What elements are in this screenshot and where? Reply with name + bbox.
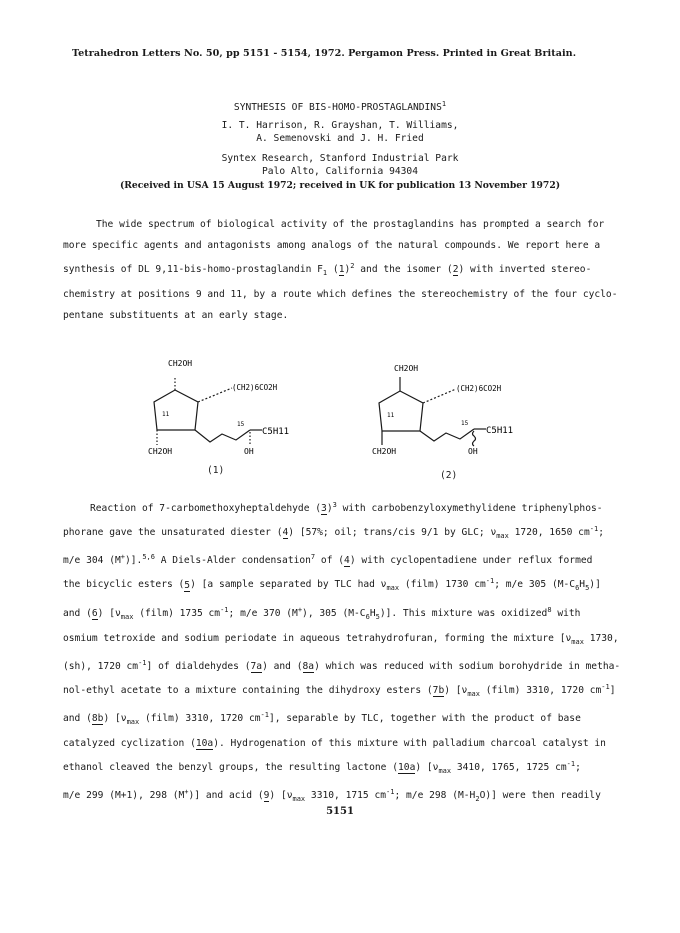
body-text: ) [ν: [97, 607, 121, 619]
position-label: 11: [387, 412, 395, 419]
body-paragraph: [63, 495, 633, 810]
intro-text: with inverted stereo-: [470, 264, 592, 276]
superscript: -1: [589, 525, 599, 534]
body-text: ) [57%; oil; trans/cis 9/1 by GLC; ν: [288, 527, 497, 539]
body-text: ) [ν: [415, 762, 439, 774]
compound-number: 10a: [195, 737, 214, 749]
cyclopentane-ring: [154, 390, 198, 430]
subscript: max: [496, 532, 509, 541]
footnote-ref: 2: [350, 262, 355, 270]
intro-line: synthesis of DL 9,11-bis-homo-prostaglandin $F_1$ $(1)^2$ and the isomer (2) with inverted stereo-: [63, 262, 592, 278]
body-text: (film) 1735 cm: [133, 607, 221, 619]
compound-number: 7a: [250, 660, 263, 672]
body-text: ; m/e 370 (M: [228, 607, 298, 619]
body-text: m/e 304 (M: [63, 555, 121, 567]
page-number: 5151: [326, 806, 354, 817]
body-line: [63, 519, 633, 547]
tail-label: C5H11: [486, 426, 514, 436]
body-text: nol-ethyl acetate to a mixture containing the dihydroxy esters (: [63, 684, 433, 696]
subscript: max: [438, 767, 452, 776]
body-text: A Diels-Alder condensation: [154, 555, 311, 567]
position-label: 11: [162, 411, 170, 418]
body-text: (film) 1730 cm: [399, 579, 486, 591]
subscript: max: [126, 717, 140, 726]
compound-number: 10a: [398, 762, 416, 774]
subscript: 5: [375, 612, 380, 621]
footnote-ref: 3: [332, 501, 337, 509]
body-text: ethanol cleaved the benzyl groups, the resulting lactone (: [63, 762, 399, 774]
body-text: 1730,: [583, 632, 619, 644]
oh-label: OH: [244, 447, 254, 456]
side-chain: [420, 429, 474, 441]
body-text: osmium tetroxide and sodium periodate in aqueous tetrahydrofuran, forming the mixture [ν: [63, 632, 572, 644]
subscript: max: [571, 637, 584, 646]
received-dates: (Received in USA 15 August 1972; received in UK for publication 13 November 1972): [119, 180, 561, 191]
side-chain: [195, 430, 250, 442]
body-text: ) [a sample separated by TLC had ν: [190, 579, 387, 591]
bond-chain-hashed: [198, 388, 232, 402]
cyclopentane-ring: [379, 391, 423, 431]
top-group-label: CH2OH: [168, 359, 193, 368]
top-group-label: CH2OH: [394, 364, 419, 373]
intro-text: and the isomer: [360, 264, 442, 276]
compound-number: 1: [338, 264, 345, 276]
body-line: [63, 571, 633, 599]
body-text: with carbobenzyloxymethylidene triphenylphos-: [336, 503, 603, 515]
body-text: 3310, 1715 cm: [305, 790, 387, 802]
compound-number: 4: [282, 527, 289, 539]
subscript: 6: [575, 584, 580, 593]
body-line: [63, 653, 633, 677]
affiliation-line-2: Palo Alto, California 94304: [262, 166, 418, 177]
compound-number: 6: [91, 607, 98, 619]
body-text: with: [551, 607, 581, 619]
body-line: [63, 628, 633, 653]
superscript: -1: [566, 759, 576, 768]
body-text: ]: [609, 684, 616, 696]
body-text: ) which was reduced with sodium borohydride in metha-: [314, 660, 621, 672]
title-footnote-ref: 1: [441, 100, 447, 108]
body-text: ) [ν: [269, 790, 293, 802]
body-text: (sh), 1720 cm: [63, 660, 139, 672]
body-text: ], separable by TLC, together with the product of base: [268, 713, 581, 725]
compound-number: 5: [184, 579, 191, 591]
body-line: [63, 600, 633, 628]
intro-line: pentane substituents at an early stage.: [63, 310, 289, 322]
body-text: O)] were then readily: [479, 790, 601, 802]
superscript: +: [120, 553, 125, 562]
body-text: (film) 3310, 1720 cm: [480, 684, 602, 696]
compound-number: 2: [452, 264, 459, 276]
structure-2: [370, 355, 560, 490]
superscript: -1: [220, 605, 229, 614]
body-line: [63, 733, 633, 754]
bottom-group-label: CH2OH: [148, 447, 173, 456]
superscript: +: [297, 605, 303, 614]
superscript: -1: [386, 788, 395, 797]
body-text: phorane gave the unsaturated diester (: [63, 527, 283, 539]
body-text: catalyzed cyclization (: [63, 737, 196, 749]
structure-1-label: (1): [207, 465, 225, 476]
body-line: [63, 677, 633, 705]
body-text: ) [ν: [444, 684, 468, 696]
body-text: 3410, 1765, 1725 cm: [451, 762, 567, 774]
compound-number: 9: [263, 790, 270, 802]
article-title: [0, 100, 680, 113]
footnote-ref: 7: [310, 553, 316, 562]
superscript: -1: [485, 577, 495, 586]
compound-number: 8a: [302, 660, 315, 672]
structure-2-label: (2): [440, 470, 458, 481]
body-text: ; m/e 305 (M-C: [494, 579, 576, 591]
subscript: 6: [365, 612, 370, 621]
body-text: 1720, 1650 cm: [508, 527, 590, 539]
intro-text: synthesis of DL 9,11-bis-homo-prostaglandin F: [63, 264, 323, 276]
chain-label: (CH2)6CO2H: [232, 383, 278, 392]
bond-oh-wavy: [473, 431, 476, 446]
body-text: ), 305 (M-C: [302, 607, 366, 619]
subscript: max: [467, 689, 480, 698]
footnote-ref: 5,6: [142, 553, 155, 562]
body-text: ) [ν: [103, 713, 127, 725]
article-title-text: SYNTHESIS OF BIS-HOMO-PROSTAGLANDINS: [233, 102, 442, 114]
body-text: H: [579, 579, 586, 591]
intro-paragraph: [63, 214, 630, 326]
body-text: ) with cyclopentadiene under reflux formed: [349, 555, 593, 567]
position-label: 15: [237, 421, 245, 428]
footnote-ref: 8: [547, 605, 552, 614]
compound-number: 8b: [91, 713, 104, 725]
authors-line-1: I. T. Harrison, R. Grayshan, T. Williams,: [221, 120, 459, 131]
subscript: max: [386, 584, 400, 593]
superscript: -1: [138, 658, 147, 667]
affiliation-line-1: Syntex Research, Stanford Industrial Park: [221, 153, 459, 164]
subscript: 1: [322, 269, 328, 278]
body-text: ). Hydrogenation of this mixture with palladium charcoal catalyst in: [213, 737, 606, 749]
superscript: +: [184, 788, 189, 797]
body-text: the bicyclic esters (: [63, 579, 185, 591]
subscript: max: [120, 612, 134, 621]
body-text: ; m/e 298 (M-H: [394, 790, 476, 802]
tail-label: C5H11: [262, 427, 290, 437]
body-text: )].: [124, 555, 143, 567]
structure-1: [140, 350, 330, 485]
body-text: )] and acid (: [188, 790, 264, 802]
body-text: )]: [589, 579, 601, 591]
compound-number: 3: [321, 503, 327, 515]
body-text: ;: [598, 527, 604, 539]
body-line: [63, 705, 633, 733]
body-text: of (: [315, 555, 345, 567]
subscript: 2: [475, 795, 480, 804]
superscript: -1: [601, 682, 610, 691]
compound-number: 7b: [432, 684, 445, 696]
authors-line-2: A. Semenovski and J. H. Fried: [256, 133, 424, 144]
intro-line: The wide spectrum of biological activity of the prostaglandins has prompted a search for: [96, 219, 605, 230]
body-text: ] of dialdehydes (: [146, 660, 251, 672]
body-text: Reaction of 7-carbomethoxyheptaldehyde (: [90, 503, 322, 515]
body-text: m/e 299 (M+1), 298 (M: [63, 790, 185, 802]
body-text: ;: [575, 762, 581, 774]
bond-chain-hashed: [423, 389, 456, 403]
body-text: ) and (: [262, 660, 303, 672]
journal-citation-header: Tetrahedron Letters No. 50, pp 5151 - 5154, 1972. Pergamon Press. Printed in Great Britain.: [72, 48, 577, 59]
intro-line: more specific agents and antagonists among analogs of the natural compounds. We report here a: [63, 240, 601, 251]
body-line: [63, 547, 633, 571]
body-text: )]. This mixture was oxidized: [379, 607, 548, 619]
subscript: 5: [585, 584, 590, 593]
body-line: [63, 754, 633, 782]
body-text: ): [326, 503, 333, 515]
superscript: -1: [260, 710, 269, 719]
body-text: (film) 3310, 1720 cm: [139, 713, 261, 725]
oh-label: OH: [468, 447, 478, 456]
body-text: and (: [63, 713, 92, 725]
body-text: H: [369, 607, 376, 619]
intro-line: chemistry at positions 9 and 11, by a route which defines the stereochemistry of the four cyclo-: [63, 289, 618, 301]
compound-number: 4: [344, 555, 350, 567]
subscript: max: [292, 795, 306, 804]
body-line: [90, 495, 633, 519]
body-text: and (: [63, 607, 92, 619]
bottom-group-label: CH2OH: [372, 447, 397, 456]
position-label: 15: [461, 420, 469, 427]
chain-label: (CH2)6CO2H: [456, 384, 502, 393]
